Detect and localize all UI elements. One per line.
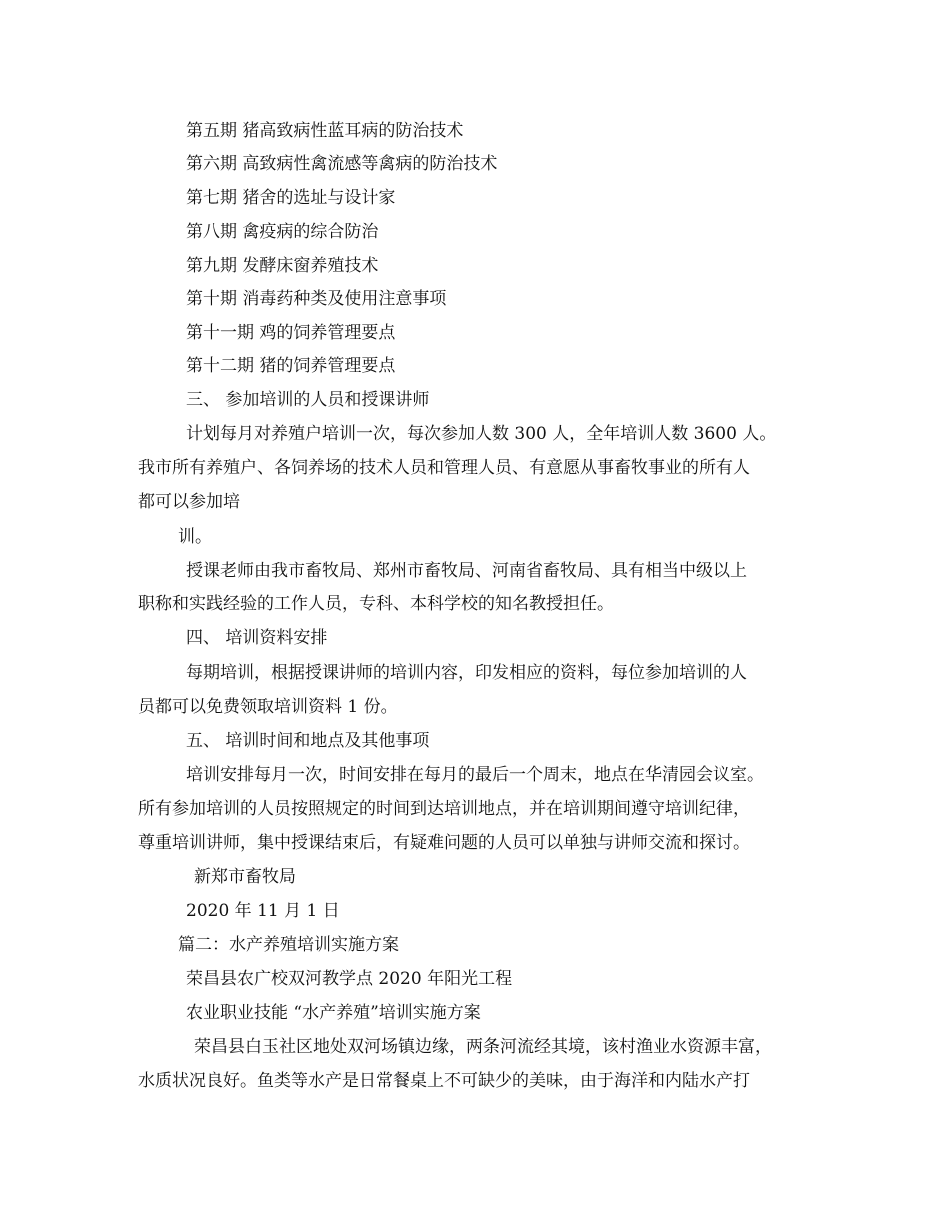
paragraph-line: 每期培训，根据授课讲师的培训内容，印发相应的资料，每位参加培训的人 (186, 663, 747, 683)
signature-org: 新郑市畜牧局 (194, 867, 296, 887)
schedule-item-12: 第十二期 猪的饲养管理要点 (186, 356, 396, 376)
article2-title: 篇二：水产养殖培训实施方案 (178, 935, 399, 955)
schedule-item-8: 第八期 禽疫病的综合防治 (186, 222, 379, 242)
paragraph-line: 员都可以免费领取培训资料 1 份。 (138, 697, 398, 717)
article2-subtitle-1: 荣昌县农广校双河教学点 2020 年阳光工程 (186, 969, 513, 989)
paragraph-line: 水质状况良好。鱼类等水产是日常餐桌上不可缺少的美味，由于海洋和内陆水产打 (138, 1071, 750, 1091)
signature-date: 2020 年 11 月 1 日 (186, 901, 340, 921)
schedule-item-5: 第五期 猪高致病性蓝耳病的防治技术 (186, 121, 464, 141)
paragraph-line: 所有参加培训的人员按照规定的时间到达培训地点，并在培训期间遵守培训纪律， (138, 799, 750, 819)
schedule-item-9: 第九期 发酵床窗养殖技术 (186, 256, 379, 276)
article2-subtitle-2: 农业职业技能 “水产养殖”培训实施方案 (186, 1003, 481, 1023)
schedule-item-6: 第六期 高致病性禽流感等禽病的防治技术 (186, 154, 498, 174)
section4-heading: 四、 培训资料安排 (186, 628, 328, 648)
paragraph-line: 授课老师由我市畜牧局、郑州市畜牧局、河南省畜牧局、具有相当中级以上 (186, 561, 747, 581)
paragraph-line: 职称和实践经验的工作人员，专科、本科学校的知名教授担任。 (138, 594, 614, 614)
section3-heading: 三、 参加培训的人员和授课讲师 (186, 390, 430, 410)
section5-heading: 五、 培训时间和地点及其他事项 (186, 731, 430, 751)
schedule-item-11: 第十一期 鸡的饲养管理要点 (186, 323, 396, 343)
schedule-item-7: 第七期 猪舍的选址与设计家 (186, 188, 396, 208)
paragraph-line: 培训安排每月一次，时间安排在每月的最后一个周末，地点在华清园会议室。 (186, 765, 764, 785)
paragraph-line: 训。 (178, 527, 212, 547)
paragraph-line: 我市所有养殖户、各饲养场的技术人员和管理人员、有意愿从事畜牧事业的所有人 (138, 458, 750, 478)
paragraph-line: 尊重培训讲师，集中授课结束后，有疑难问题的人员可以单独与讲师交流和探讨。 (138, 833, 750, 853)
paragraph-line: 计划每月对养殖户培训一次，每次参加人数 300 人，全年培训人数 3600 人。 (186, 424, 777, 444)
paragraph-line: 荣昌县白玉社区地处双河场镇边缘，两条河流经其境，该村渔业水资源丰富， (194, 1037, 772, 1057)
paragraph-line: 都可以参加培 (138, 492, 240, 512)
schedule-item-10: 第十期 消毒药种类及使用注意事项 (186, 289, 447, 309)
